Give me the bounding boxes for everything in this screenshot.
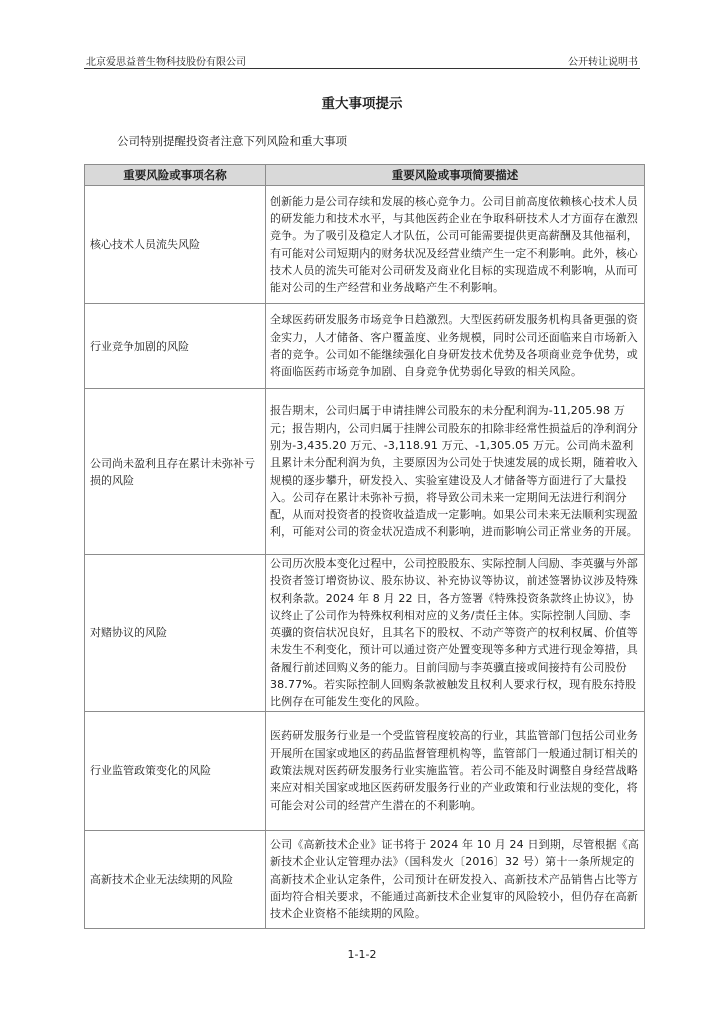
intro-text: 公司特别提醒投资者注意下列风险和重大事项 xyxy=(117,134,347,148)
risk-table xyxy=(84,164,645,929)
page-number: 1-1-2 xyxy=(347,948,377,961)
column-header-name: 重要风险或事项名称 xyxy=(85,165,266,186)
risk-name: 高新技术企业无法续期的风险 xyxy=(85,830,266,928)
risk-description: 公司《高新技术企业》证书将于 2024 年 10 月 24 日到期，尽管根据《高新技术企业认定管理办法》（国科发火〔2016〕32 号）第十一条所规定的高新技术企业认定条件，公司预计在研发投入、高新技术产品销售占比等方面均符合相关要求，不能通过高新技术企业复审的风险较小，但仍存在高新技术企业资格不能续期的风险。 xyxy=(266,830,645,928)
table-row xyxy=(85,711,645,830)
table-row xyxy=(85,555,645,712)
risk-name: 核心技术人员流失风险 xyxy=(85,186,266,304)
risk-name: 行业监管政策变化的风险 xyxy=(85,711,266,830)
column-header-description: 重要风险或事项简要描述 xyxy=(266,165,645,186)
page-header xyxy=(84,50,640,69)
risk-description: 报告期末，公司归属于申请挂牌公司股东的未分配利润为-11,205.98 万元；报告期内，公司归属于挂牌公司股东的扣除非经常性损益后的净利润分别为-3,435.20 万元、-3,118.91 万元、-1,305.05 万元。公司尚未盈利且累计未分配利润为负，主要原因为公司处于快速发展的成长期，随着收入规模的逐步攀升，研发投入、实验室建设及人才储备等方面进行了大量投入。公司存在累计未弥补亏损，将导致公司未来一定期间无法进行利润分配，从而对投资者的投资收益造成一定影响。如果公司未来无法顺利实现盈利，可能对公司的资金状况造成不利影响，进而影响公司正常业务的开展。 xyxy=(266,389,645,555)
risk-description: 创新能力是公司存续和发展的核心竞争力。公司目前高度依赖核心技术人员的研发能力和技术水平，与其他医药企业在争取科研技术人才方面存在激烈竞争。为了吸引及稳定人才队伍，公司可能需要提供更高薪酬及其他福利，有可能对公司短期内的财务状况及经营业绩产生一定不利影响。此外，核心技术人员的流失可能对公司研发及商业化目标的实现造成不利影响，从而可能对公司的生产经营和业务战略产生不利影响。 xyxy=(266,186,645,304)
table-row xyxy=(85,830,645,928)
header-document-type: 公开转让说明书 xyxy=(568,57,638,68)
page-title: 重大事项提示 xyxy=(321,96,403,112)
risk-name: 行业竞争加剧的风险 xyxy=(85,304,266,389)
header-company-name: 北京爱思益普生物科技股份有限公司 xyxy=(86,57,246,68)
table-row xyxy=(85,186,645,304)
table-row xyxy=(85,389,645,555)
table-header-row xyxy=(85,165,645,186)
risk-name: 公司尚未盈利且存在累计未弥补亏损的风险 xyxy=(85,389,266,555)
risk-name: 对赌协议的风险 xyxy=(85,555,266,712)
risk-description: 医药研发服务行业是一个受监管程度较高的行业，其监管部门包括公司业务开展所在国家或地区的药品监督管理机构等，监管部门一般通过制订相关的政策法规对医药研发服务行业实施监管。若公司不能及时调整自身经营战略来应对相关国家或地区医药研发服务行业的产业政策和行业法规的变化，将可能会对公司的经营产生潜在的不利影响。 xyxy=(266,711,645,830)
risk-description: 全球医药研发服务市场竞争日趋激烈。大型医药研发服务机构具备更强的资金实力，人才储备、客户覆盖度、业务规模，同时公司还面临来自市场新入者的竞争。公司如不能继续强化自身研发技术优势及各项商业竞争优势，或将面临医药市场竞争加剧、自身竞争优势弱化导致的相关风险。 xyxy=(266,304,645,389)
risk-description: 公司历次股本变化过程中，公司控股股东、实际控制人闫励、李英骥与外部投资者签订增资协议、股东协议、补充协议等协议，前述签署协议涉及特殊权利条款。2024 年 8 月 22 日，各方签署《特殊投资条款终止协议》，协议终止了公司作为特殊权利相对应的义务/责任主体。实际控制人闫励、李英骥的资信状况良好，且其名下的股权、不动产等资产的权利权属、价值等未发生不利变化，预计可以通过资产处置变现等多种方式进行现金筹措，具备履行前述回购义务的能力。目前闫励与李英骥直接或间接持有公司股份 38.77%。若实际控制人回购条款被触发且权利人要求行权，现有股东持股比例存在可能发生变化的风险。 xyxy=(266,555,645,712)
table-row xyxy=(85,304,645,389)
